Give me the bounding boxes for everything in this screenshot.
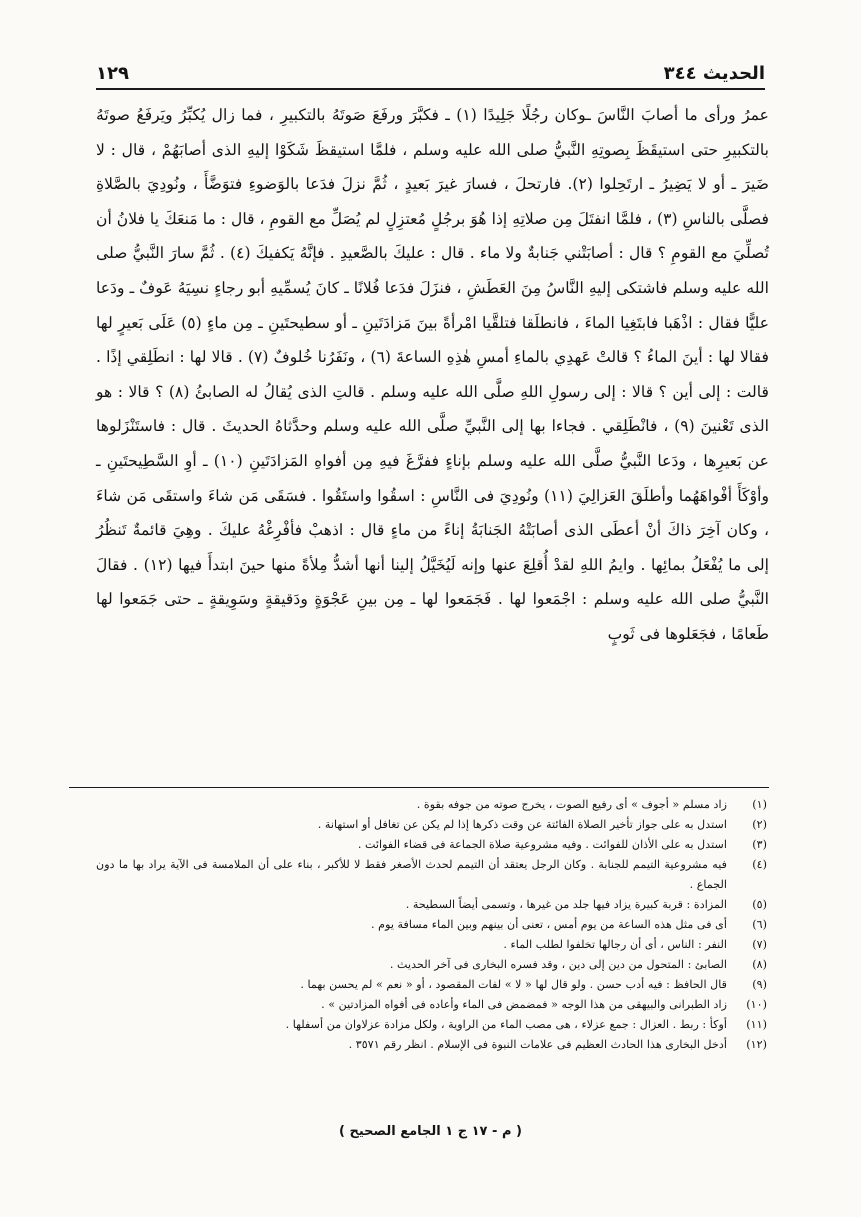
footnote — [96, 855, 767, 895]
footnote — [96, 995, 767, 1015]
footnote-text: استدل به على الأذان للفوائت . وفيه مشروعية صلاة الجماعة فى قضاء الفوائت . — [357, 838, 727, 851]
footnote — [96, 795, 767, 815]
footnote-number: (٣) — [752, 838, 767, 851]
footnote-number: (١) — [752, 798, 767, 811]
footnote-text: قال الحافظ : فيه أدب حسن . ولو قال لها « لا » لفات المقصود ، أو « نعم » لم يحسن بهما . — [300, 978, 727, 991]
footnote — [96, 815, 767, 835]
footnote — [96, 835, 767, 855]
footnote-number: (٤) — [752, 858, 767, 871]
footnote-text: أوكأ : ربط . العزال : جمع عزلاء ، هى مصب الماء من الراوية ، ولكل مزادة عزلاوان من أسفلها . — [285, 1018, 727, 1031]
footnote-number: (٧) — [752, 938, 767, 951]
footnote — [96, 915, 767, 935]
footnote — [96, 975, 767, 995]
hadith-text — [96, 98, 769, 652]
footnote-text: المزادة : قربة كبيرة يزاد فيها جلد من غيرها ، وتسمى أيضاً السطيحة . — [405, 898, 727, 911]
footnote-number: (٦) — [752, 918, 767, 931]
body-paragraph: عمرُ ورأى ما أصابَ النَّاسَ ـوكان رجُلًا جَلِيدًا (١) ـ فكبَّرَ ورفَعَ صَوتَهُ بالتكبيرِ ، فما زال يُكبِّرُ ويَرفَعُ صوتَهُ بالتكبيرِ حتى استيقَظَ بِصوتِهِ النَّبيُّ صلى الله عليه وسلم ، فلمَّا استيقظَ شَكَوْا إليهِ الذى أصابَهُمْ ، قال : لا ضَيرَ ـ أو لا يَضِيرُ ـ ارتَحِلوا (٢). فارتحلَ ، فسارَ غيرَ بَعيدٍ ، ثُمَّ نزلَ فدَعا بالوَضوءِ فتوَضَّأَ ، ونُودِيَ بالصَّلاةِ فصلَّى بالناسِ (٣) ، فلمَّا انفتَلَ مِن صلاتِهِ إذا هُوَ برجُلٍ مُعتزِلٍ لم يُصَلِّ مع القومِ ، قال : ما مَنعَكَ يا فلانُ أن تُصلِّيَ مع القومِ ؟ قال : أصابَتْني جَنابةٌ ولا ماء . قال : عليكَ بالصَّعيدِ . فإنَّهُ يَكفيكَ (٤) . ثُمَّ سارَ النَّبيُّ صلى الله عليه وسلم فاشتكى إليهِ النَّاسُ مِنَ العَطَشِ ، فنزَلَ فدَعا فُلانًا ـ كانَ يُسمِّيهِ أبو رجاءٍ نسِيَهُ عَوفٌ ـ ودَعا عليًّا فقال : اذْهَبا فابتَغِيا الماءَ ، فانطلَقا فتلقَّيا امْرأةً بينَ مَزادَتَينِ ـ أو سطيحتَينِ ـ مِن ماءٍ (٥) عَلَى بَعيرٍ لها فقالا لها : أينَ الماءُ ؟ قالتْ عَهدِي بالماءِ أمسِ هٰذِهِ الساعةَ (٦) ، ونَفَرُنا خُلوفٌ (٧) . قالا لها : انطَلِقي إذًا . قالت : إلى أين ؟ قالا : إلى رسولِ اللهِ صلَّى الله عليه وسلم . قالتِ الذى يُقالُ له الصابئُ (٨) ؟ قالا : هو الذى تَعْنينَ (٩) ، فانْطَلِقي . فجاءا بها إلى النَّبيِّ صلَّى الله عليه وسلم وحدَّثاهُ الحديثَ . قال : فاستَنْزَلوها عن بَعيرِها ، ودَعا النَّبيُّ صلَّى الله عليه وسلم بإناءٍ ففرَّغَ فيهِ مِن أفواهِ المَزادَتَينِ (١٠) ـ أوِ السَّطِيحتَينِ ـ وأوْكَأَ أفْواهَهُما وأطلَقَ العَزالِيَ (١١) ونُودِيَ فى النَّاسِ : اسقُوا واستَقُوا . فسَقَى مَن شاءَ واستقَى مَن شاءَ ، وكان آخِرَ ذاكَ أنْ أعطَى الذى أصابَتْهُ الجَنابَةُ إناءً من ماءٍ قال : اذهبْ فأفْرِغْهُ عليكَ . وهِيَ قائمةٌ تَنظُرُ إلى ما يُفْعَلُ بمائِها . وايمُ اللهِ لقدْ أُقلِعَ عنها وإنه لَيُخَيَّلُ إلينا أنها أشدُّ مِلأةً منها حينَ ابتدأَ فيها (١٢) . فقالَ النَّبيُّ صلى الله عليه وسلم : اجْمَعوا لها . فَجَمَعوا لها ـ مِن بينِ عَجْوَةٍ ودَقيقةٍ وسَوِيقةٍ ـ حتى جَمَعوا لها طَعامًا ، فجَعَلوها فى ثَوبٍ — [96, 106, 770, 643]
footnote-text: الصابئ : المتحول من دين إلى دين ، وقد فسره البخارى فى آخر الحديث . — [389, 958, 727, 971]
page-header — [96, 58, 765, 90]
footnote-text: أى فى مثل هذه الساعة من يوم أمس ، تعنى أن بينهم وبين الماء مسافة يوم . — [371, 918, 727, 931]
footnote-number: (٩) — [752, 978, 767, 991]
footnote — [96, 895, 767, 915]
page-number: ١٢٩ — [96, 62, 129, 84]
footnote-number: (١١) — [746, 1018, 767, 1031]
footnote-text: استدل به على جواز تأخير الصلاة الفائتة عن وقت ذكرها إذا لم يكن عن تغافل أو استهانة . — [317, 818, 727, 831]
footnote-text: زاد مسلم « أجوف » أى رفيع الصوت ، يخرج صوته من جوفه بقوة . — [416, 798, 727, 811]
footnote-number: (٢) — [752, 818, 767, 831]
footnote-divider — [69, 787, 769, 788]
footnote — [96, 1015, 767, 1035]
footnote-number: (١٢) — [746, 1038, 767, 1051]
footnote-number: (٨) — [752, 958, 767, 971]
footnote — [96, 955, 767, 975]
footnote-number: (١٠) — [746, 998, 767, 1011]
footnote-text: النفر : الناس ، أى أن رجالها تخلفوا لطلب الماء . — [503, 938, 727, 951]
running-title: الحديث ٣٤٤ — [663, 62, 765, 84]
footnote-number: (٥) — [752, 898, 767, 911]
footnote-text: زاد الطبرانى والبيهقى من هذا الوجه « فمضمض فى الماء وأعاده فى أفواه المزادتين » . — [321, 998, 727, 1011]
footnote-text: أدخل البخارى هذا الحادث العظيم فى علامات النبوة فى الإسلام . انظر رقم ٣٥٧١ . — [348, 1038, 727, 1051]
footnotes — [96, 795, 767, 1055]
footnote-text: فيه مشروعية التيمم للجنابة . وكان الرجل يعتقد أن التيمم لحدث الأصغر فقط لا للأكبر ، بناء على أن الملامسة فى الآية يراد بها ما دون الجماع . — [96, 858, 727, 891]
footnote — [96, 935, 767, 955]
signature-mark: ( م - ١٧ ج ١ الجامع الصحيح ) — [339, 1124, 522, 1139]
footnote — [96, 1035, 767, 1055]
